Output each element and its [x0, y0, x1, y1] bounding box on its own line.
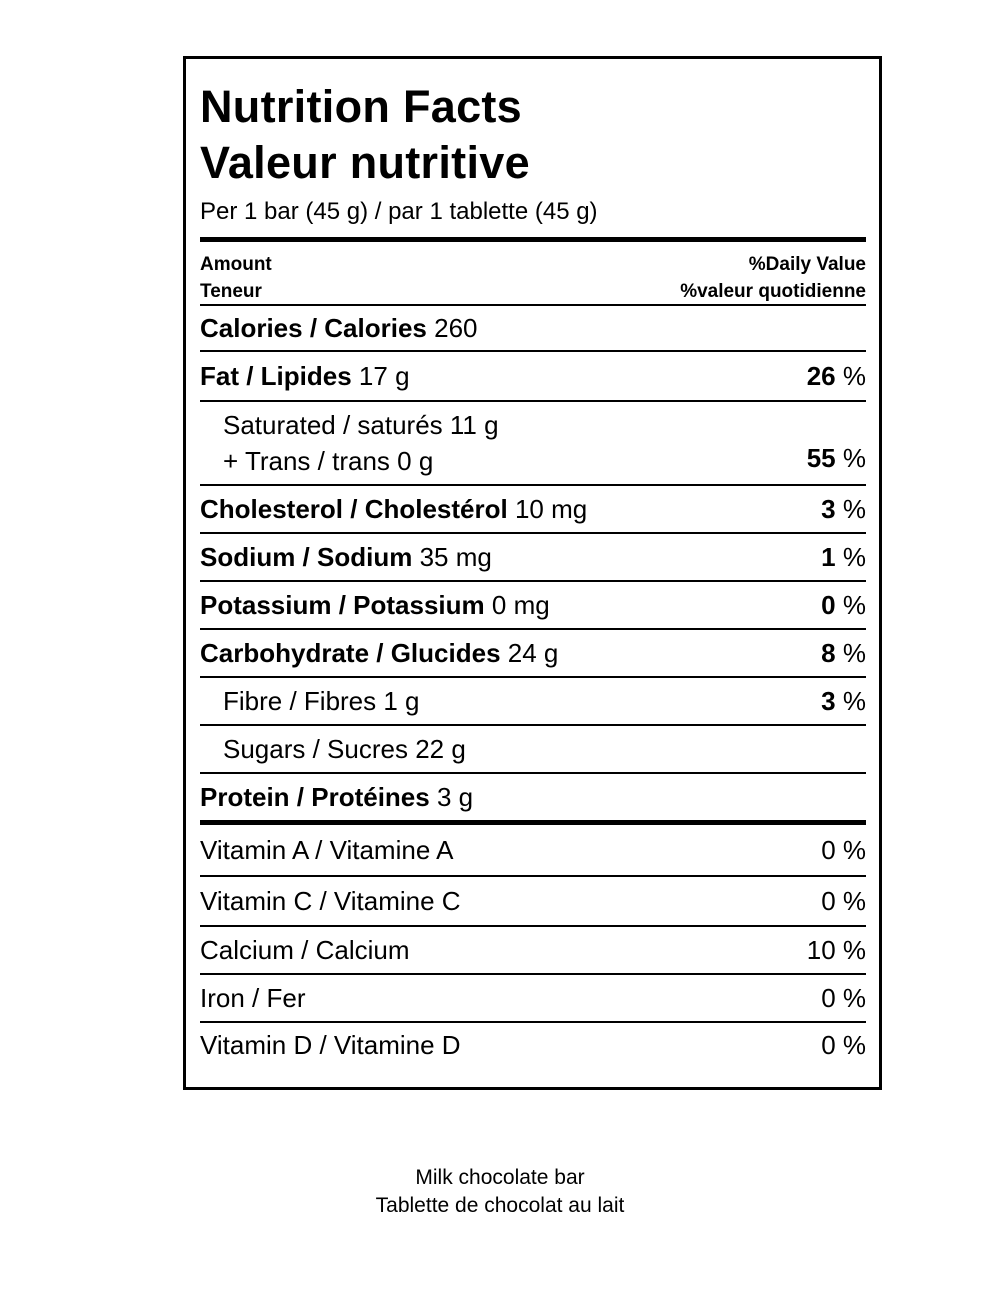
sodium-percent: 1 [821, 541, 836, 572]
protein-row [200, 774, 866, 820]
iron-label: Iron / Fer [200, 982, 306, 1013]
calcium-label: Calcium / Calcium [200, 934, 410, 965]
carbohydrate-percent: 8 [821, 637, 836, 668]
vitamin-row [200, 877, 866, 927]
vitamin-row [200, 975, 866, 1023]
sodium-value: 35 mg [419, 541, 492, 572]
sodium-percent-unit: % [842, 541, 866, 572]
calories-row [200, 306, 866, 352]
vitamin-a-label: Vitamin A / Vitamine A [200, 834, 454, 865]
title-english: Nutrition Facts [200, 81, 523, 132]
vitamin-d-label: Vitamin D / Vitamine D [200, 1029, 461, 1060]
calories-value: 260 [434, 312, 478, 343]
amount-label: Amount [200, 254, 272, 275]
fibre-percent-unit: % [842, 685, 866, 716]
fat-percent-unit: % [842, 360, 866, 391]
vitamin-c-percent: 0 % [821, 885, 866, 916]
vitamin-c-label: Vitamin C / Vitamine C [200, 885, 461, 916]
cholesterol-label: Cholesterol / Cholestérol [200, 493, 508, 524]
carbohydrate-label: Carbohydrate / Glucides [200, 637, 501, 668]
fat-value: 17 g [358, 360, 410, 391]
trans-label: + Trans / trans 0 g [223, 446, 434, 476]
caption-french: Tablette de chocolat au lait [375, 1194, 625, 1217]
sodium-label: Sodium / Sodium [200, 541, 413, 572]
vitamin-row [200, 927, 866, 975]
product-caption [0, 1164, 1000, 1220]
potassium-label: Potassium / Potassium [200, 589, 485, 620]
iron-percent: 0 % [821, 982, 866, 1013]
fat-label: Fat / Lipides [200, 360, 352, 391]
vitamin-row [200, 825, 866, 877]
saturated-percent: 55 [806, 443, 836, 473]
vitamin-row [200, 1023, 866, 1067]
cholesterol-percent: 3 [821, 493, 836, 524]
daily-value-label: %Daily Value [748, 254, 866, 275]
panel-title [200, 79, 866, 191]
protein-value: 3 g [436, 781, 474, 812]
daily-value-header [680, 251, 866, 304]
fibre-percent: 3 [821, 685, 836, 716]
valeur-quotidienne-label: %valeur quotidienne [680, 281, 866, 302]
fibre-label: Fibre / Fibres 1 g [223, 685, 420, 716]
saturated-label: Saturated / saturés 11 g [223, 410, 499, 440]
teneur-label: Teneur [200, 281, 262, 302]
fat-percent: 26 [806, 360, 836, 391]
carbohydrate-value: 24 g [507, 637, 559, 668]
potassium-percent-unit: % [842, 589, 866, 620]
fat-row [200, 352, 866, 402]
caption-english: Milk chocolate bar [415, 1166, 585, 1189]
potassium-percent: 0 [821, 589, 836, 620]
saturated-percent-unit: % [842, 443, 866, 473]
calories-label: Calories / Calories [200, 312, 427, 343]
carbohydrate-percent-unit: % [842, 637, 866, 668]
sodium-row [200, 534, 866, 582]
protein-label: Protein / Protéines [200, 781, 430, 812]
cholesterol-row [200, 486, 866, 534]
nutrition-facts-panel [183, 56, 882, 1090]
sugars-row [200, 726, 866, 774]
fibre-row [200, 678, 866, 726]
cholesterol-value: 10 mg [514, 493, 588, 524]
carbohydrate-row [200, 630, 866, 678]
amount-header [200, 251, 272, 304]
title-french: Valeur nutritive [200, 137, 530, 188]
serving-size: Per 1 bar (45 g) / par 1 tablette (45 g) [200, 198, 598, 225]
column-header [200, 242, 866, 306]
potassium-value: 0 mg [491, 589, 550, 620]
calcium-percent: 10 % [806, 934, 866, 965]
vitamin-a-percent: 0 % [821, 834, 866, 865]
sugars-label: Sugars / Sucres 22 g [223, 733, 466, 764]
vitamin-d-percent: 0 % [821, 1029, 866, 1060]
potassium-row [200, 582, 866, 630]
cholesterol-percent-unit: % [842, 493, 866, 524]
saturated-trans-row [200, 402, 866, 486]
